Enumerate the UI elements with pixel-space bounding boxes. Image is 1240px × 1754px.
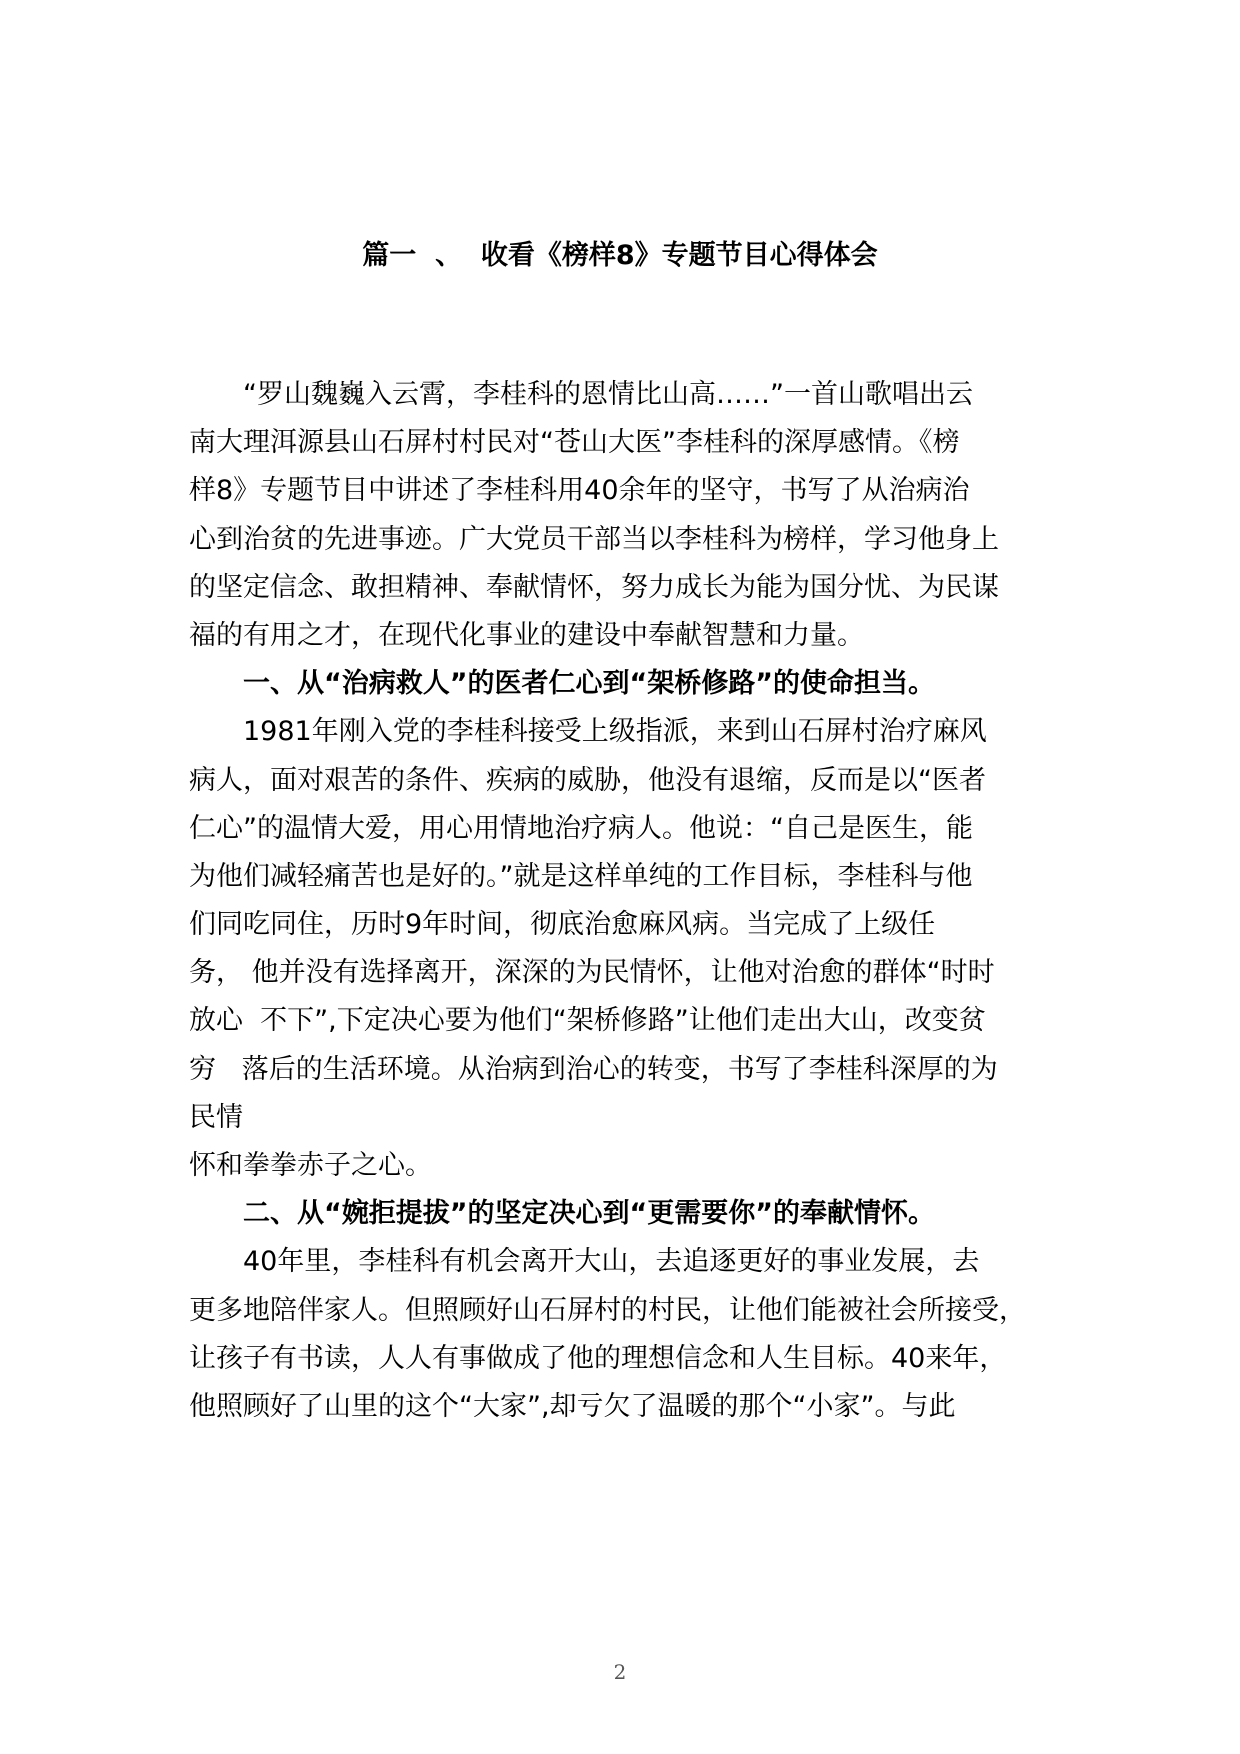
paragraph-line: 他照顾好了山里的这个“大家”,却亏欠了温暖的那个“小家”。与此 <box>189 1390 956 1422</box>
paragraph-line: 仁心”的温情大爱，用心用情地治疗病人。他说：“自己是医生，能 <box>189 812 973 844</box>
paragraph-line: 福的有用之才，在现代化事业的建设中奉献智慧和力量。 <box>189 619 864 651</box>
paragraph-line: 们同吃同住，历时9年时间，彻底治愈麻风病。当完成了上级任 <box>189 909 936 941</box>
document-title: 篇一 、 收看《榜样8》专题节目心得体会 <box>362 240 878 271</box>
paragraph-line: 心到治贫的先进事迹。广大党员干部当以李桂科为榜样，学习他身上 <box>189 523 999 555</box>
paragraph-line: 怀和拳拳赤子之心。 <box>189 1150 432 1181</box>
paragraph-line: 务， 他并没有选择离开，深深的为民情怀，让他对治愈的群体“时时 <box>189 957 995 989</box>
paragraph-line: “罗山魏巍入云霄，李桂科的恩情比山高……”一首山歌唱出云 <box>243 379 973 410</box>
paragraph-line: 的坚定信念、敢担精神、奉献情怀，努力成长为能为国分忧、为民谋 <box>189 571 999 603</box>
paragraph-line: 让孩子有书读，人人有事做成了他的理想信念和人生目标。40来年， <box>189 1342 1007 1374</box>
paragraph-line: 南大理洱源县山石屏村村民对“苍山大医”李桂科的深厚感情。《榜 <box>189 427 960 459</box>
paragraph-line: 病人，面对艰苦的条件、疾病的威胁，他没有退缩，反而是以“医者 <box>189 764 986 796</box>
paragraph-line: 40年里，李桂科有机会离开大山，去追逐更好的事业发展，去 <box>243 1246 980 1278</box>
page-number: 2 <box>613 1660 627 1684</box>
paragraph-line: 为他们减轻痛苦也是好的。”就是这样单纯的工作目标，李桂科与他 <box>189 860 973 892</box>
paragraph-line: 放心 不下”,下定决心要为他们“架桥修路”让他们走出大山，改变贫 <box>189 1005 986 1037</box>
section-heading-line: 二、从“婉拒提拔”的坚定决心到“更需要你”的奉献情怀。 <box>243 1198 935 1230</box>
document-body <box>189 371 1069 1431</box>
paragraph-line: 民情 <box>189 1101 243 1133</box>
paragraph-line: 更多地陪伴家人。但照顾好山石屏村的村民，让他们能被社会所接受， <box>189 1294 1026 1326</box>
paragraph-line: 1981年刚入党的李桂科接受上级指派，来到山石屏村治疗麻风 <box>243 716 987 748</box>
paragraph-line: 样8》专题节目中讲述了李桂科用40余年的坚守，书写了从治病治 <box>189 475 970 507</box>
section-heading-line: 一、从“治病救人”的医者仁心到“架桥修路”的使命担当。 <box>243 668 935 700</box>
paragraph-line: 穷 落后的生活环境。从治病到治心的转变，书写了李桂科深厚的为 <box>189 1053 998 1085</box>
